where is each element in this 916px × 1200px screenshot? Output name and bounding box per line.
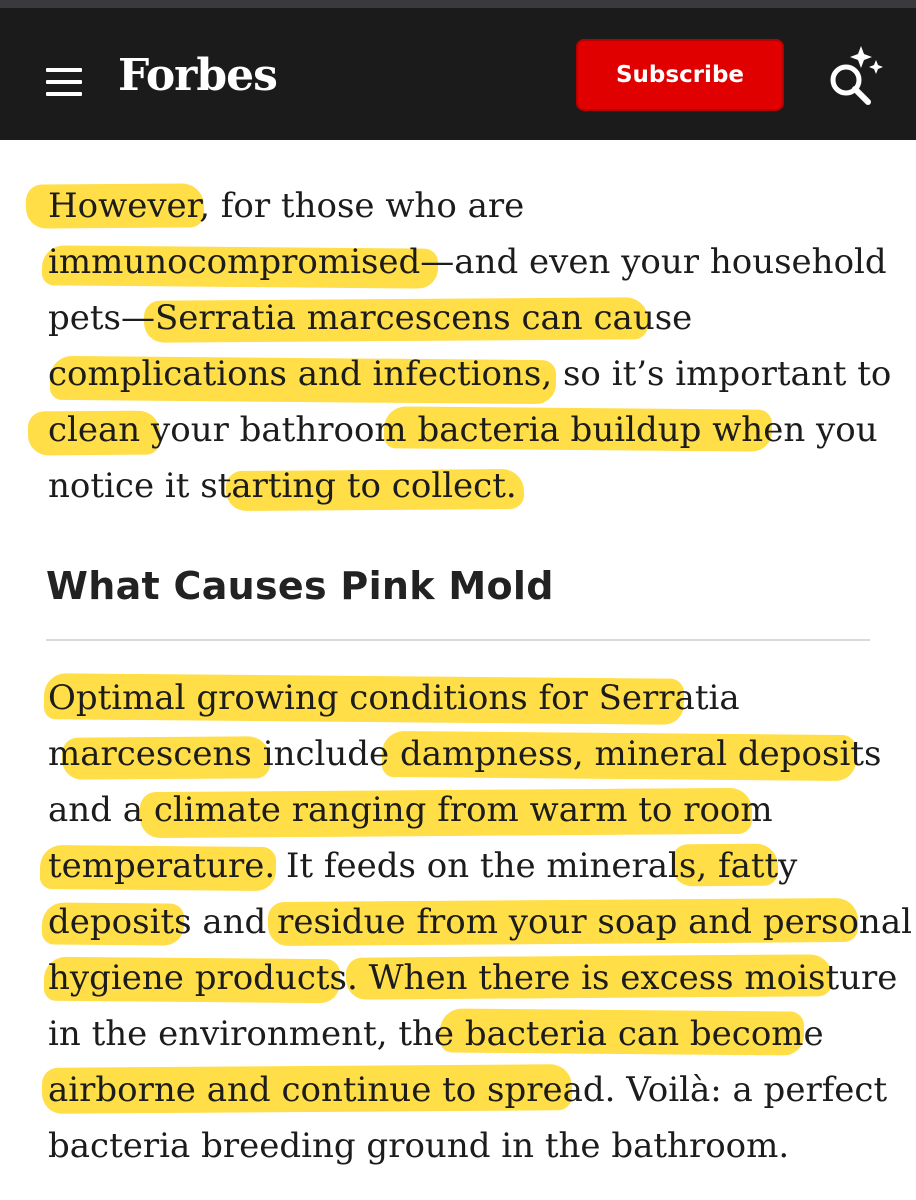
paragraph-line: bacteria breeding ground in the bathroom. xyxy=(48,1126,790,1166)
paragraph-line: clean your bathroom bacteria buildup when you xyxy=(48,410,878,450)
paragraph-line: marcescens include dampness, mineral deposits xyxy=(48,734,882,774)
paragraph-line: in the environment, the bacteria can become xyxy=(48,1014,824,1054)
paragraph-line: and a climate ranging from warm to room xyxy=(48,790,773,830)
status-strip xyxy=(0,0,916,8)
paragraph-line: deposits and residue from your soap and personal xyxy=(48,902,912,942)
paragraph-line: notice it starting to collect. xyxy=(48,466,517,506)
paragraph-line: complications and infections, so it’s important to xyxy=(48,354,892,394)
paragraph-line: temperature. It feeds on the minerals, fatty xyxy=(48,846,798,886)
paragraph-line: immunocompromised—and even your household xyxy=(48,242,887,282)
forbes-logo[interactable]: Forbes xyxy=(118,50,277,101)
site-header xyxy=(0,8,916,140)
article-body xyxy=(0,140,916,1200)
article-paragraph xyxy=(48,670,912,1174)
paragraph-line: Optimal growing conditions for Serratia xyxy=(48,678,740,718)
section-heading: What Causes Pink Mold xyxy=(46,564,554,608)
hamburger-menu-icon[interactable] xyxy=(46,68,84,98)
paragraph-line: airborne and continue to spread. Voilà: a perfect xyxy=(48,1070,888,1110)
search-sparkle-icon[interactable] xyxy=(824,42,890,108)
paragraph-line: pets—Serratia marcescens can cause xyxy=(48,298,693,338)
paragraph-line: hygiene products. When there is excess moisture xyxy=(48,958,898,998)
section-divider xyxy=(46,639,870,641)
article-paragraph xyxy=(48,178,891,514)
subscribe-button[interactable]: Subscribe xyxy=(576,39,784,111)
paragraph-line: However, for those who are xyxy=(48,186,525,226)
